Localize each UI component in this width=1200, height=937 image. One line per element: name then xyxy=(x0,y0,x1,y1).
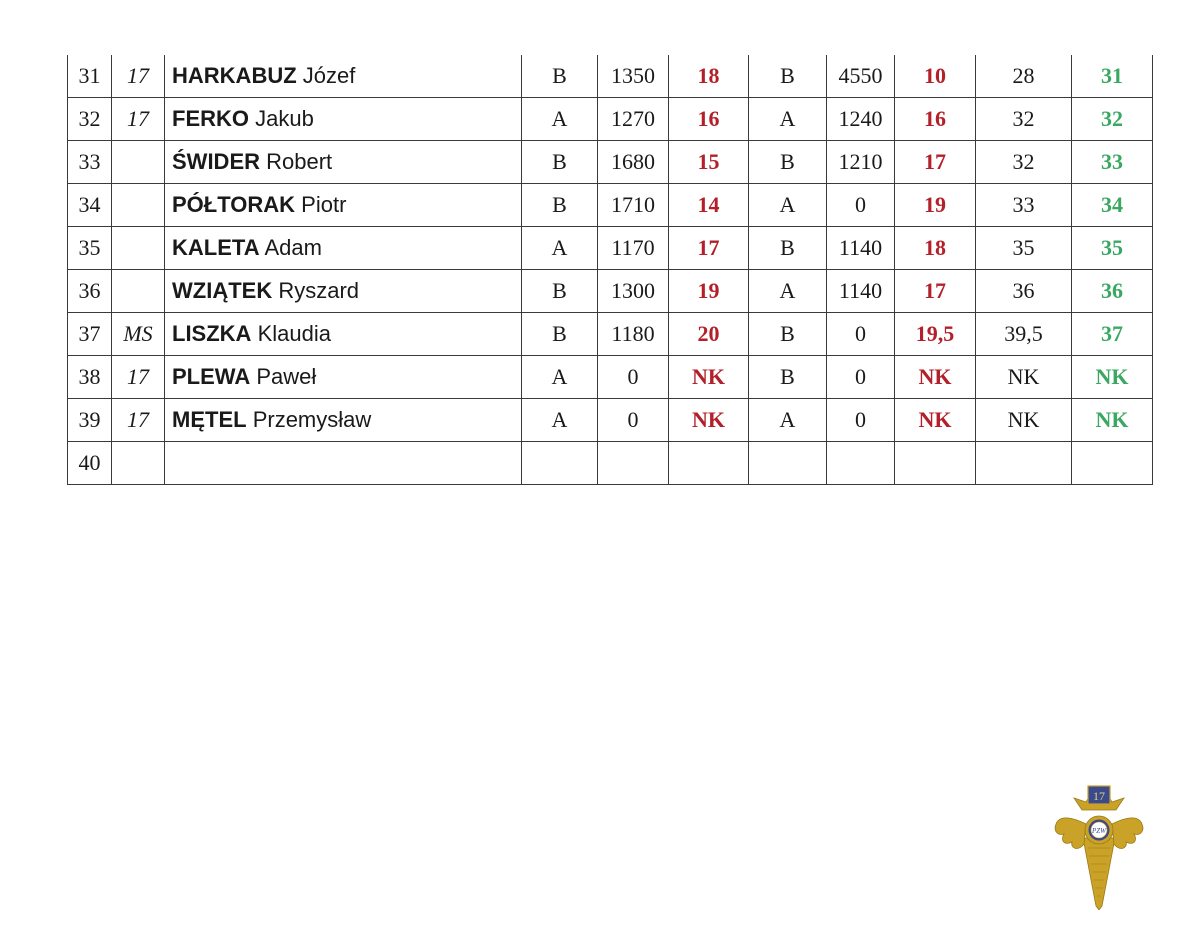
round2-weight-cell: 1210 xyxy=(827,141,895,184)
club-cell xyxy=(112,141,165,184)
round1-weight-cell: 1300 xyxy=(598,270,669,313)
final-place-cell: 37 xyxy=(1072,313,1153,356)
round1-points-cell xyxy=(669,442,749,485)
round2-points-cell: 17 xyxy=(895,270,976,313)
round1-points-cell: 15 xyxy=(669,141,749,184)
surname: LISZKA xyxy=(172,321,252,346)
participant-name-cell xyxy=(165,98,522,141)
table-row xyxy=(68,442,1153,485)
table-row xyxy=(68,141,1153,184)
table-row xyxy=(68,55,1153,98)
club-cell: 17 xyxy=(112,399,165,442)
round1-sector-cell: B xyxy=(522,313,598,356)
round1-weight-cell: 1180 xyxy=(598,313,669,356)
table-row xyxy=(68,270,1153,313)
round1-weight-cell: 1270 xyxy=(598,98,669,141)
participant-number-cell: 33 xyxy=(68,141,112,184)
first-name: Klaudia xyxy=(257,321,331,346)
round1-weight-cell xyxy=(598,442,669,485)
round2-points-cell: 10 xyxy=(895,55,976,98)
round1-weight-cell: 1350 xyxy=(598,55,669,98)
participant-number-cell: 32 xyxy=(68,98,112,141)
round2-points-cell: 19 xyxy=(895,184,976,227)
surname: FERKO xyxy=(172,106,249,131)
round1-sector-cell: B xyxy=(522,141,598,184)
total-points-cell: 33 xyxy=(976,184,1072,227)
round2-sector-cell xyxy=(749,442,827,485)
round2-weight-cell: 4550 xyxy=(827,55,895,98)
round1-sector-cell: A xyxy=(522,399,598,442)
total-points-cell: 36 xyxy=(976,270,1072,313)
first-name: Przemysław xyxy=(252,407,372,432)
surname: PLEWA xyxy=(172,364,251,389)
round2-weight-cell: 0 xyxy=(827,184,895,227)
round1-weight-cell: 0 xyxy=(598,356,669,399)
surname: PÓŁTORAK xyxy=(172,192,296,217)
round2-weight-cell: 1140 xyxy=(827,270,895,313)
round2-weight-cell: 0 xyxy=(827,399,895,442)
surname: MĘTEL xyxy=(172,407,247,432)
round1-weight-cell: 1170 xyxy=(598,227,669,270)
first-name: Ryszard xyxy=(278,278,360,303)
participant-number-cell: 39 xyxy=(68,399,112,442)
round1-sector-cell: A xyxy=(522,98,598,141)
table-row xyxy=(68,313,1153,356)
participant-name-cell xyxy=(165,184,522,227)
participant-name-cell xyxy=(165,442,522,485)
emblem-number: 17 xyxy=(1093,789,1105,803)
round2-sector-cell: B xyxy=(749,141,827,184)
table-row xyxy=(68,98,1153,141)
round2-points-cell: 16 xyxy=(895,98,976,141)
club-cell xyxy=(112,270,165,313)
surname: WZIĄTEK xyxy=(172,278,273,303)
round1-weight-cell: 1710 xyxy=(598,184,669,227)
participant-number-cell: 35 xyxy=(68,227,112,270)
participant-number-cell: 38 xyxy=(68,356,112,399)
round2-weight-cell: 1240 xyxy=(827,98,895,141)
surname: ŚWIDER xyxy=(172,149,260,174)
total-points-cell: NK xyxy=(976,356,1072,399)
round2-sector-cell: A xyxy=(749,399,827,442)
round2-sector-cell: B xyxy=(749,227,827,270)
round2-weight-cell: 0 xyxy=(827,313,895,356)
round2-points-cell: 19,5 xyxy=(895,313,976,356)
round1-points-cell: 19 xyxy=(669,270,749,313)
first-name: Piotr xyxy=(301,192,347,217)
round2-points-cell: 17 xyxy=(895,141,976,184)
table-row xyxy=(68,184,1153,227)
round2-points-cell xyxy=(895,442,976,485)
participant-name-cell xyxy=(165,227,522,270)
total-points-cell xyxy=(976,442,1072,485)
first-name: Adam xyxy=(264,235,322,260)
round2-points-cell: NK xyxy=(895,399,976,442)
participant-number-cell: 37 xyxy=(68,313,112,356)
round1-points-cell: 16 xyxy=(669,98,749,141)
round1-weight-cell: 1680 xyxy=(598,141,669,184)
round1-points-cell: 14 xyxy=(669,184,749,227)
round2-points-cell: 18 xyxy=(895,227,976,270)
final-place-cell: NK xyxy=(1072,356,1153,399)
round2-weight-cell: 1140 xyxy=(827,227,895,270)
final-place-cell: 32 xyxy=(1072,98,1153,141)
emblem-spike xyxy=(1083,838,1115,910)
total-points-cell: 28 xyxy=(976,55,1072,98)
round2-weight-cell xyxy=(827,442,895,485)
total-points-cell: 32 xyxy=(976,98,1072,141)
table-row xyxy=(68,356,1153,399)
surname: HARKABUZ xyxy=(172,63,297,88)
final-place-cell: 36 xyxy=(1072,270,1153,313)
participant-number-cell: 40 xyxy=(68,442,112,485)
round1-points-cell: NK xyxy=(669,356,749,399)
final-place-cell xyxy=(1072,442,1153,485)
participant-number-cell: 31 xyxy=(68,55,112,98)
participant-name-cell xyxy=(165,55,522,98)
round1-sector-cell xyxy=(522,442,598,485)
table-row xyxy=(68,399,1153,442)
round1-points-cell: 18 xyxy=(669,55,749,98)
total-points-cell: 32 xyxy=(976,141,1072,184)
club-emblem-logo xyxy=(1052,784,1146,910)
participant-number-cell: 36 xyxy=(68,270,112,313)
first-name: Jakub xyxy=(255,106,314,131)
participant-name-cell xyxy=(165,356,522,399)
round1-sector-cell: B xyxy=(522,55,598,98)
participant-number-cell: 34 xyxy=(68,184,112,227)
club-cell: 17 xyxy=(112,356,165,399)
round2-sector-cell: B xyxy=(749,55,827,98)
results-table xyxy=(67,55,1153,485)
round2-sector-cell: A xyxy=(749,98,827,141)
emblem-monogram: PZW xyxy=(1092,827,1106,835)
round2-sector-cell: B xyxy=(749,313,827,356)
participant-name-cell xyxy=(165,270,522,313)
participant-name-cell xyxy=(165,313,522,356)
first-name: Paweł xyxy=(256,364,317,389)
total-points-cell: NK xyxy=(976,399,1072,442)
surname: KALETA xyxy=(172,235,260,260)
round2-sector-cell: B xyxy=(749,356,827,399)
final-place-cell: 35 xyxy=(1072,227,1153,270)
round1-sector-cell: B xyxy=(522,270,598,313)
round2-points-cell: NK xyxy=(895,356,976,399)
table-row xyxy=(68,227,1153,270)
round2-sector-cell: A xyxy=(749,270,827,313)
participant-name-cell xyxy=(165,399,522,442)
first-name: Robert xyxy=(266,149,333,174)
club-cell: 17 xyxy=(112,98,165,141)
round2-sector-cell: A xyxy=(749,184,827,227)
club-cell: 17 xyxy=(112,55,165,98)
round2-weight-cell: 0 xyxy=(827,356,895,399)
round1-sector-cell: A xyxy=(522,356,598,399)
club-cell xyxy=(112,227,165,270)
club-cell xyxy=(112,442,165,485)
final-place-cell: NK xyxy=(1072,399,1153,442)
round1-weight-cell: 0 xyxy=(598,399,669,442)
final-place-cell: 31 xyxy=(1072,55,1153,98)
club-cell xyxy=(112,184,165,227)
round1-points-cell: NK xyxy=(669,399,749,442)
round1-points-cell: 20 xyxy=(669,313,749,356)
club-cell: MS xyxy=(112,313,165,356)
participant-name-cell xyxy=(165,141,522,184)
round1-sector-cell: A xyxy=(522,227,598,270)
first-name: Józef xyxy=(302,63,356,88)
total-points-cell: 39,5 xyxy=(976,313,1072,356)
round1-points-cell: 17 xyxy=(669,227,749,270)
final-place-cell: 33 xyxy=(1072,141,1153,184)
emblem-right-curl xyxy=(1112,818,1143,849)
total-points-cell: 35 xyxy=(976,227,1072,270)
round1-sector-cell: B xyxy=(522,184,598,227)
emblem-left-curl xyxy=(1055,818,1086,849)
final-place-cell: 34 xyxy=(1072,184,1153,227)
